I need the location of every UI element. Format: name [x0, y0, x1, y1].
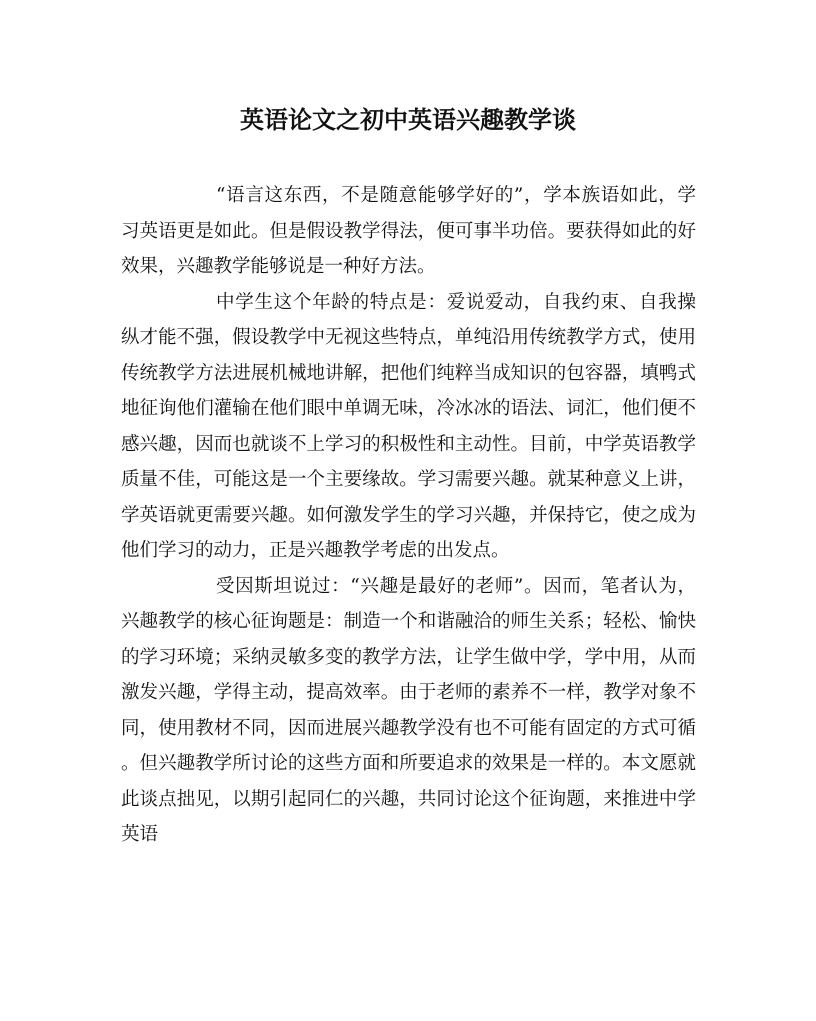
- document-body: [121, 178, 696, 853]
- paragraph-2: 中学生这个年龄的特点是：爱说爱动，自我约束、自我操纵才能不强，假设教学中无视这些特点，单纯沿用传统教学方式，使用传统教学方法进展机械地讲解，把他们纯粹当成知识的包容器，填鸭式地征询他们灌输在他们眼中单调无味，冷冰冰的语法、词汇，他们便不感兴趣，因而也就谈不上学习的积极性和主动性。目前，中学英语教学质量不佳，可能这是一个主要缘故。学习需要兴趣。就某种意义上讲，学英语就更需要兴趣。如何激发学生的学习兴趣，并保持它，使之成为他们学习的动力，正是兴趣教学考虑的出发点。: [121, 291, 696, 561]
- paragraph-3: 受因斯坦说过：“兴趣是最好的老师”。因而，笔者认为，兴趣教学的核心征询题是：制造一个和谐融洽的师生关系；轻松、愉快的学习环境；采纳灵敏多变的教学方法，让学生做中学，学中用，从而激发兴趣，学得主动，提高效率。由于老师的素养不一样，教学对象不同，使用教材不同，因而进展兴趣教学没有也不可能有固定的方式可循。但兴趣教学所讨论的这些方面和所要追求的效果是一样的。本文愿就此谈点拙见，以期引起同仁的兴趣，共同讨论这个征询题，来推进中学英语: [121, 575, 696, 845]
- paragraph-1: “语言这东西，不是随意能够学好的”，学本族语如此，学习英语更是如此。但是假设教学得法，便可事半功倍。要获得如此的好效果，兴趣教学能够说是一种好方法。: [121, 185, 696, 277]
- document-title: 英语论文之初中英语兴趣教学谈: [240, 105, 576, 134]
